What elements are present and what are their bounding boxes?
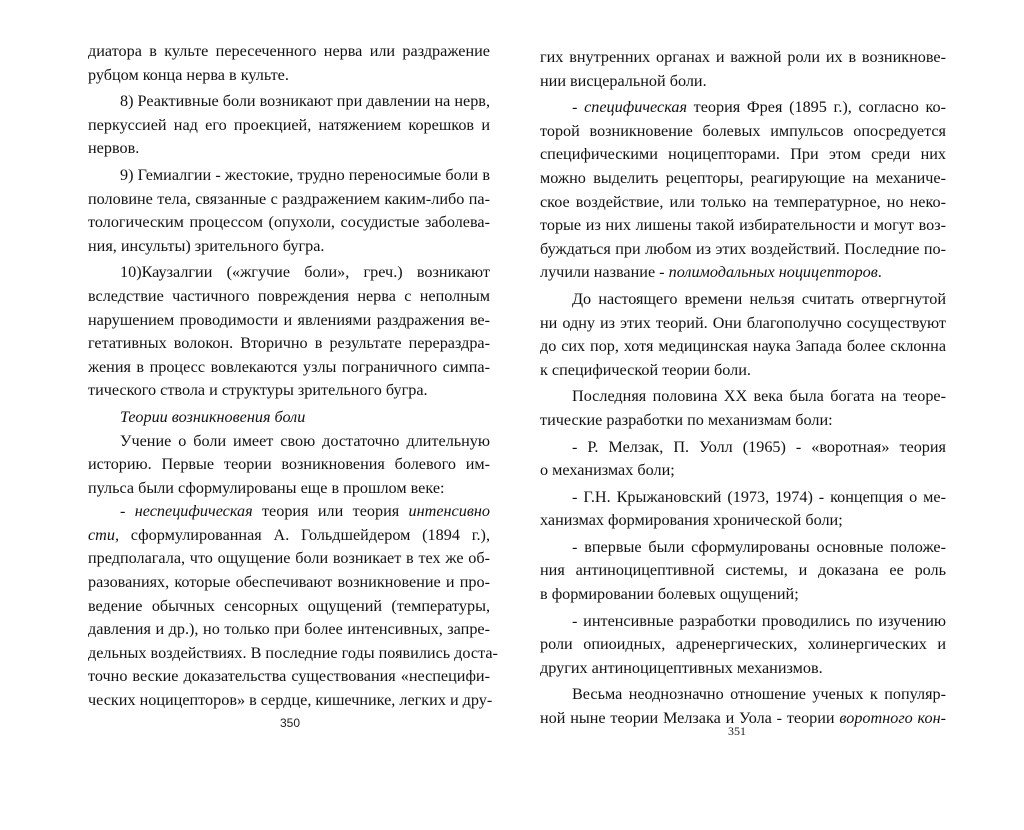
text-run: ной ныне теории Мелзака и Уола - теории (540, 709, 840, 728)
italic-term: воротного кон- (839, 709, 946, 728)
text-line: ния антиноцицептивной системы, и доказана ее роль (540, 561, 946, 580)
text-line: пульса были сформулированы еще в прошлом веке: (88, 478, 445, 497)
text-line: тологическим процессом (опухоли, сосудистые заболева- (88, 213, 490, 232)
text-line: До настоящего времени нельзя считать отвергнутой (572, 289, 946, 308)
text-line: разованиях, которые обеспечивают возникновение и про- (88, 573, 490, 592)
text-line: - Г.Н. Крыжановский (1973, 1974) - концепция о ме- (572, 487, 946, 506)
left-page (88, 40, 498, 713)
text-line: вследствие частичного повреждения нерва с неполным (88, 286, 490, 305)
text-line: диатора в культе пересеченного нерва или раздражение (88, 42, 490, 60)
italic-term: специфическая (584, 98, 687, 117)
text-line: ханизмах формирования хронической боли; (540, 511, 843, 530)
text-run: теория или теория (252, 502, 409, 521)
text-run: - (572, 98, 585, 117)
page-number: 350 (280, 716, 301, 730)
italic-term: сти, (88, 525, 120, 544)
right-page (540, 46, 946, 731)
text-line: - впервые были сформулированы основные положе- (572, 537, 946, 556)
text-line: до сих пор, хотя медицинская наука Запада более склонна (540, 337, 946, 356)
page-number: 351 (728, 724, 746, 738)
italic-term: полимодальных ноцицепторов (668, 263, 878, 282)
text-line: тические разработки по механизмам боли: (540, 410, 833, 429)
text-run: . (877, 263, 882, 282)
text-line: ское воздействие, или только на температурное, но неко- (540, 192, 946, 211)
text-line (88, 524, 490, 548)
text-line: торой возникновение болевых импульсов опосредуется (540, 121, 946, 140)
text-line: других антиноцицептивных механизмов. (540, 658, 823, 677)
text-line: нервов. (88, 139, 140, 158)
text-line: ни одну из этих теорий. Они благополучно сосуществуют (540, 313, 946, 332)
text-line: 8) Реактивные боли возникают при давлении на нерв, (120, 92, 490, 111)
text-line: гетативных волокон. Вторично в результате перераздра- (88, 334, 490, 353)
text-line (540, 96, 946, 120)
text-line: буждаться при любом из этих воздействий. Последние по- (540, 239, 946, 258)
text-line: давления и др.), но только при более интенсивных, запре- (88, 620, 490, 639)
text-line: предполагала, что ощущение боли возникает в тех же об- (88, 549, 490, 568)
text-run: - (120, 502, 135, 521)
text-line: - интенсивные разработки проводились по изучению (572, 611, 946, 630)
text-line: Весьма неоднозначно отношение ученых к популяр- (572, 685, 946, 704)
text-line: специфическими ноцицепторами. При этом среди них (540, 145, 946, 164)
text-run: теория Фрея (1895 г.), согласно ко- (686, 98, 946, 117)
text-line: Учение о боли имеет свою достаточно длительную (120, 431, 490, 450)
text-line: торые из них лишены такой избирательности и могут воз- (540, 216, 946, 235)
text-line: рубцом конца нерва в культе. (88, 65, 289, 84)
text-run: сформулированная А. Гольдшейдером (1894 г.), (119, 525, 490, 544)
text-line: историю. Первые теории возникновения болевого им- (88, 455, 490, 474)
text-line: Последняя половина XX века была богата на теоре- (572, 387, 946, 406)
italic-term: неспецифическая (134, 502, 253, 521)
text-line (540, 261, 946, 285)
text-line: - Р. Мелзак, П. Уолл (1965) - «воротная» теория (572, 437, 946, 456)
text-line: 10)Каузалгии («жгучие боли», греч.) возникают (120, 263, 490, 282)
text-line: можно выделить рецепторы, реагирующие на механиче- (540, 168, 946, 187)
text-run: лучили название - (540, 263, 669, 282)
text-line: перкуссией над его проекцией, натяжением корешков и (88, 115, 490, 134)
text-line: в формировании болевых ощущений; (540, 585, 799, 604)
text-line: к специфической теории боли. (540, 360, 751, 379)
text-line (88, 500, 490, 524)
text-line: нарушением проводимости и явлениями раздражения ве- (88, 310, 490, 329)
text-line: ческих ноцицепторов» в сердце, кишечнике, легких и дру- (88, 691, 493, 710)
text-line: тического ствола и структуры зрительного бугра. (88, 381, 428, 400)
text-line: дельных воздействиях. В последние годы появились доста- (88, 643, 498, 662)
text-line: половине тела, связанные с раздражением каким-либо па- (88, 189, 490, 208)
text-line: роли опиоидных, адренергических, холинергических и (540, 635, 946, 654)
italic-term: интенсивно (408, 502, 490, 521)
text-line: о механизмах боли; (540, 461, 675, 480)
text-line: ведение обычных сенсорных ощущений (температуры, (88, 596, 490, 615)
text-line: гих внутренних органах и важной роли их в возникнове- (540, 48, 946, 66)
text-line: ния, инсульты) зрительного бугра. (88, 236, 325, 255)
section-heading: Теории возникновения боли (120, 407, 306, 426)
text-line: 9) Гемиалгии - жестокие, трудно переносимые боли в (120, 165, 490, 184)
text-line: жения в процесс вовлекаются узлы пограничного симпа- (88, 357, 490, 376)
text-line: нии висцеральной боли. (540, 71, 707, 90)
text-line: точно веские доказательства существования «неспецифи- (88, 667, 490, 686)
